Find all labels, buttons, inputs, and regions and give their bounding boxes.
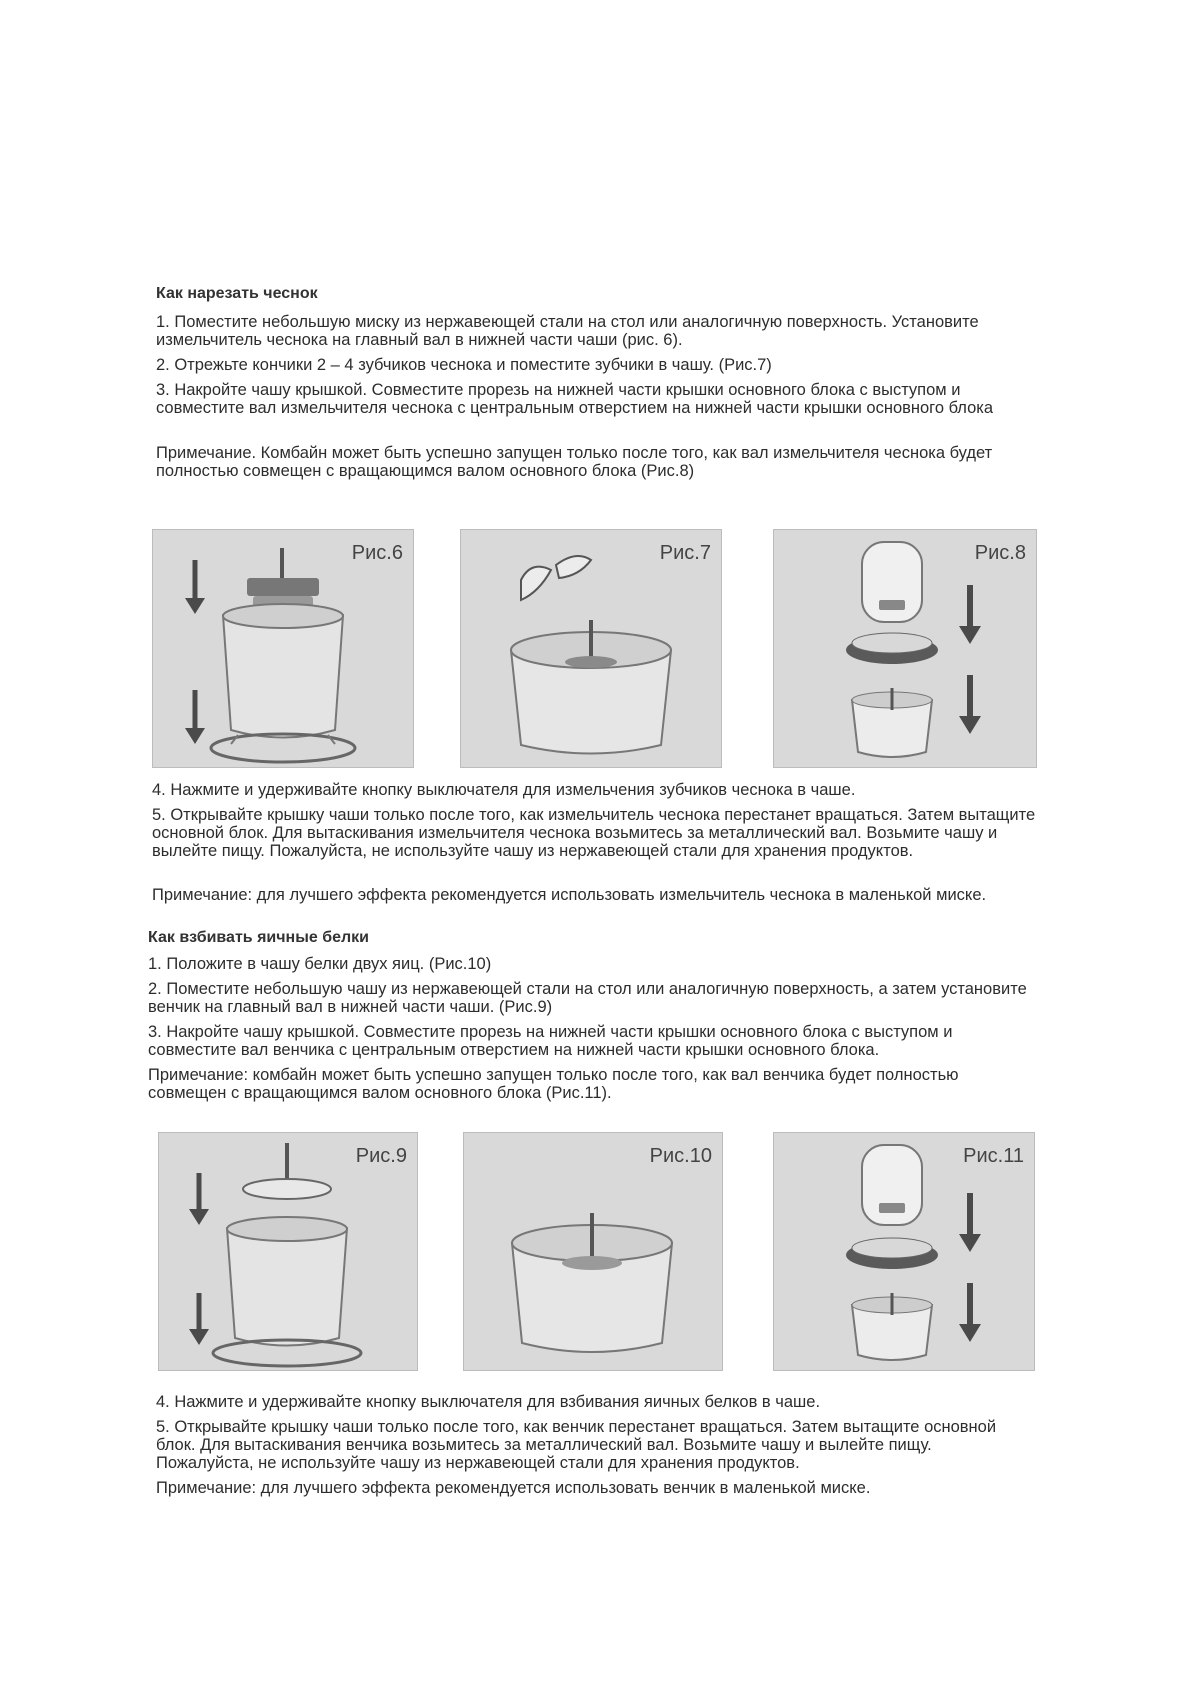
figure-8-illustration <box>774 530 1036 767</box>
figure-9-illustration <box>159 1133 417 1370</box>
garlic-step-2: 2. Отрежьте кончики 2 – 4 зубчиков чеснока и поместите зубчики в чашу. (Рис.7) <box>156 356 772 374</box>
egg-section-title: Как взбивать яичные белки <box>148 929 369 946</box>
down-arrow-icon <box>189 1173 209 1345</box>
figure-11-label: Рис.11 <box>963 1145 1024 1167</box>
egg-note-2: Примечание: для лучшего эффекта рекомендуется использовать венчик в маленькой миске. <box>156 1479 871 1497</box>
figure-8 <box>773 529 1037 768</box>
garlic-step-3: 3. Накройте чашу крышкой. Совместите прорезь на нижней части крышки основного блока с выступом и совместите вал измельчителя чеснока с центральным отверстием на нижней части крышки основного блока <box>156 381 994 417</box>
figure-7 <box>460 529 722 768</box>
figure-10-label: Рис.10 <box>649 1145 712 1167</box>
figure-9-label: Рис.9 <box>355 1145 407 1167</box>
figure-7-illustration <box>461 530 721 767</box>
down-arrow-icon <box>185 560 205 744</box>
egg-step-5: 5. Открывайте крышку чаши только после того, как венчик перестанет вращаться. Затем вытащите основной блок. Для вытаскивания венчика возьмитесь за металлический вал. Возьмите чашу и вылейте пищу. Пожалуйста, не используйте чашу из нержавеющей стали для хранения продуктов. <box>156 1418 997 1472</box>
figure-11-illustration <box>774 1133 1034 1370</box>
figure-6-label: Рис.6 <box>351 542 403 564</box>
egg-step-3: 3. Накройте чашу крышкой. Совместите прорезь на нижней части крышки основного блока с выступом и совместите вал венчика с центральным отверстием на нижней части крышки основного блока. <box>148 1023 953 1059</box>
figure-6-illustration <box>153 530 413 767</box>
garlic-step-5: 5. Открывайте крышку чаши только после того, как измельчитель чеснока перестанет вращаться. Затем вытащите основной блок. Для вытаскивания измельчителя чеснока возьмитесь за металлический вал. Возьмите чашу и вылейте пищу. Пожалуйста, не используйте чашу из нержавеющей стали для хранения продуктов. <box>152 806 1036 860</box>
garlic-section-title: Как нарезать чеснок <box>156 285 318 302</box>
figure-7-label: Рис.7 <box>659 542 711 564</box>
garlic-note-2: Примечание: для лучшего эффекта рекомендуется использовать измельчитель чеснока в маленькой миске. <box>152 886 987 904</box>
figure-8-label: Рис.8 <box>974 542 1026 564</box>
egg-note-1: Примечание: комбайн может быть успешно запущен только после того, как вал венчика будет полностью совмещен с вращающимся валом основного блока (Рис.11). <box>148 1066 959 1102</box>
down-arrow-icon <box>959 585 981 734</box>
garlic-step-1: 1. Поместите небольшую миску из нержавеющей стали на стол или аналогичную поверхность. Установите измельчитель чеснока на главный вал в нижней части чаши (рис. 6). <box>156 313 979 349</box>
egg-step-1: 1. Положите в чашу белки двух яиц. (Рис.10) <box>148 955 492 973</box>
figure-10 <box>463 1132 723 1371</box>
figure-11 <box>773 1132 1035 1371</box>
egg-step-2: 2. Поместите небольшую чашу из нержавеющей стали на стол или аналогичную поверхность, а затем установите венчик на главный вал в нижней части чаши. (Рис.9) <box>148 980 1027 1016</box>
garlic-clove-icon <box>521 556 591 600</box>
figure-10-illustration <box>464 1133 722 1370</box>
garlic-note-1: Примечание. Комбайн может быть успешно запущен только после того, как вал измельчителя чеснока будет полностью совмещен с вращающимся валом основного блока (Рис.8) <box>156 444 993 480</box>
figure-6 <box>152 529 414 768</box>
egg-step-4: 4. Нажмите и удерживайте кнопку выключателя для взбивания яичных белков в чаше. <box>156 1393 821 1411</box>
figure-9 <box>158 1132 418 1371</box>
garlic-step-4: 4. Нажмите и удерживайте кнопку выключателя для измельчения зубчиков чеснока в чаше. <box>152 781 856 799</box>
down-arrow-icon <box>959 1193 981 1342</box>
